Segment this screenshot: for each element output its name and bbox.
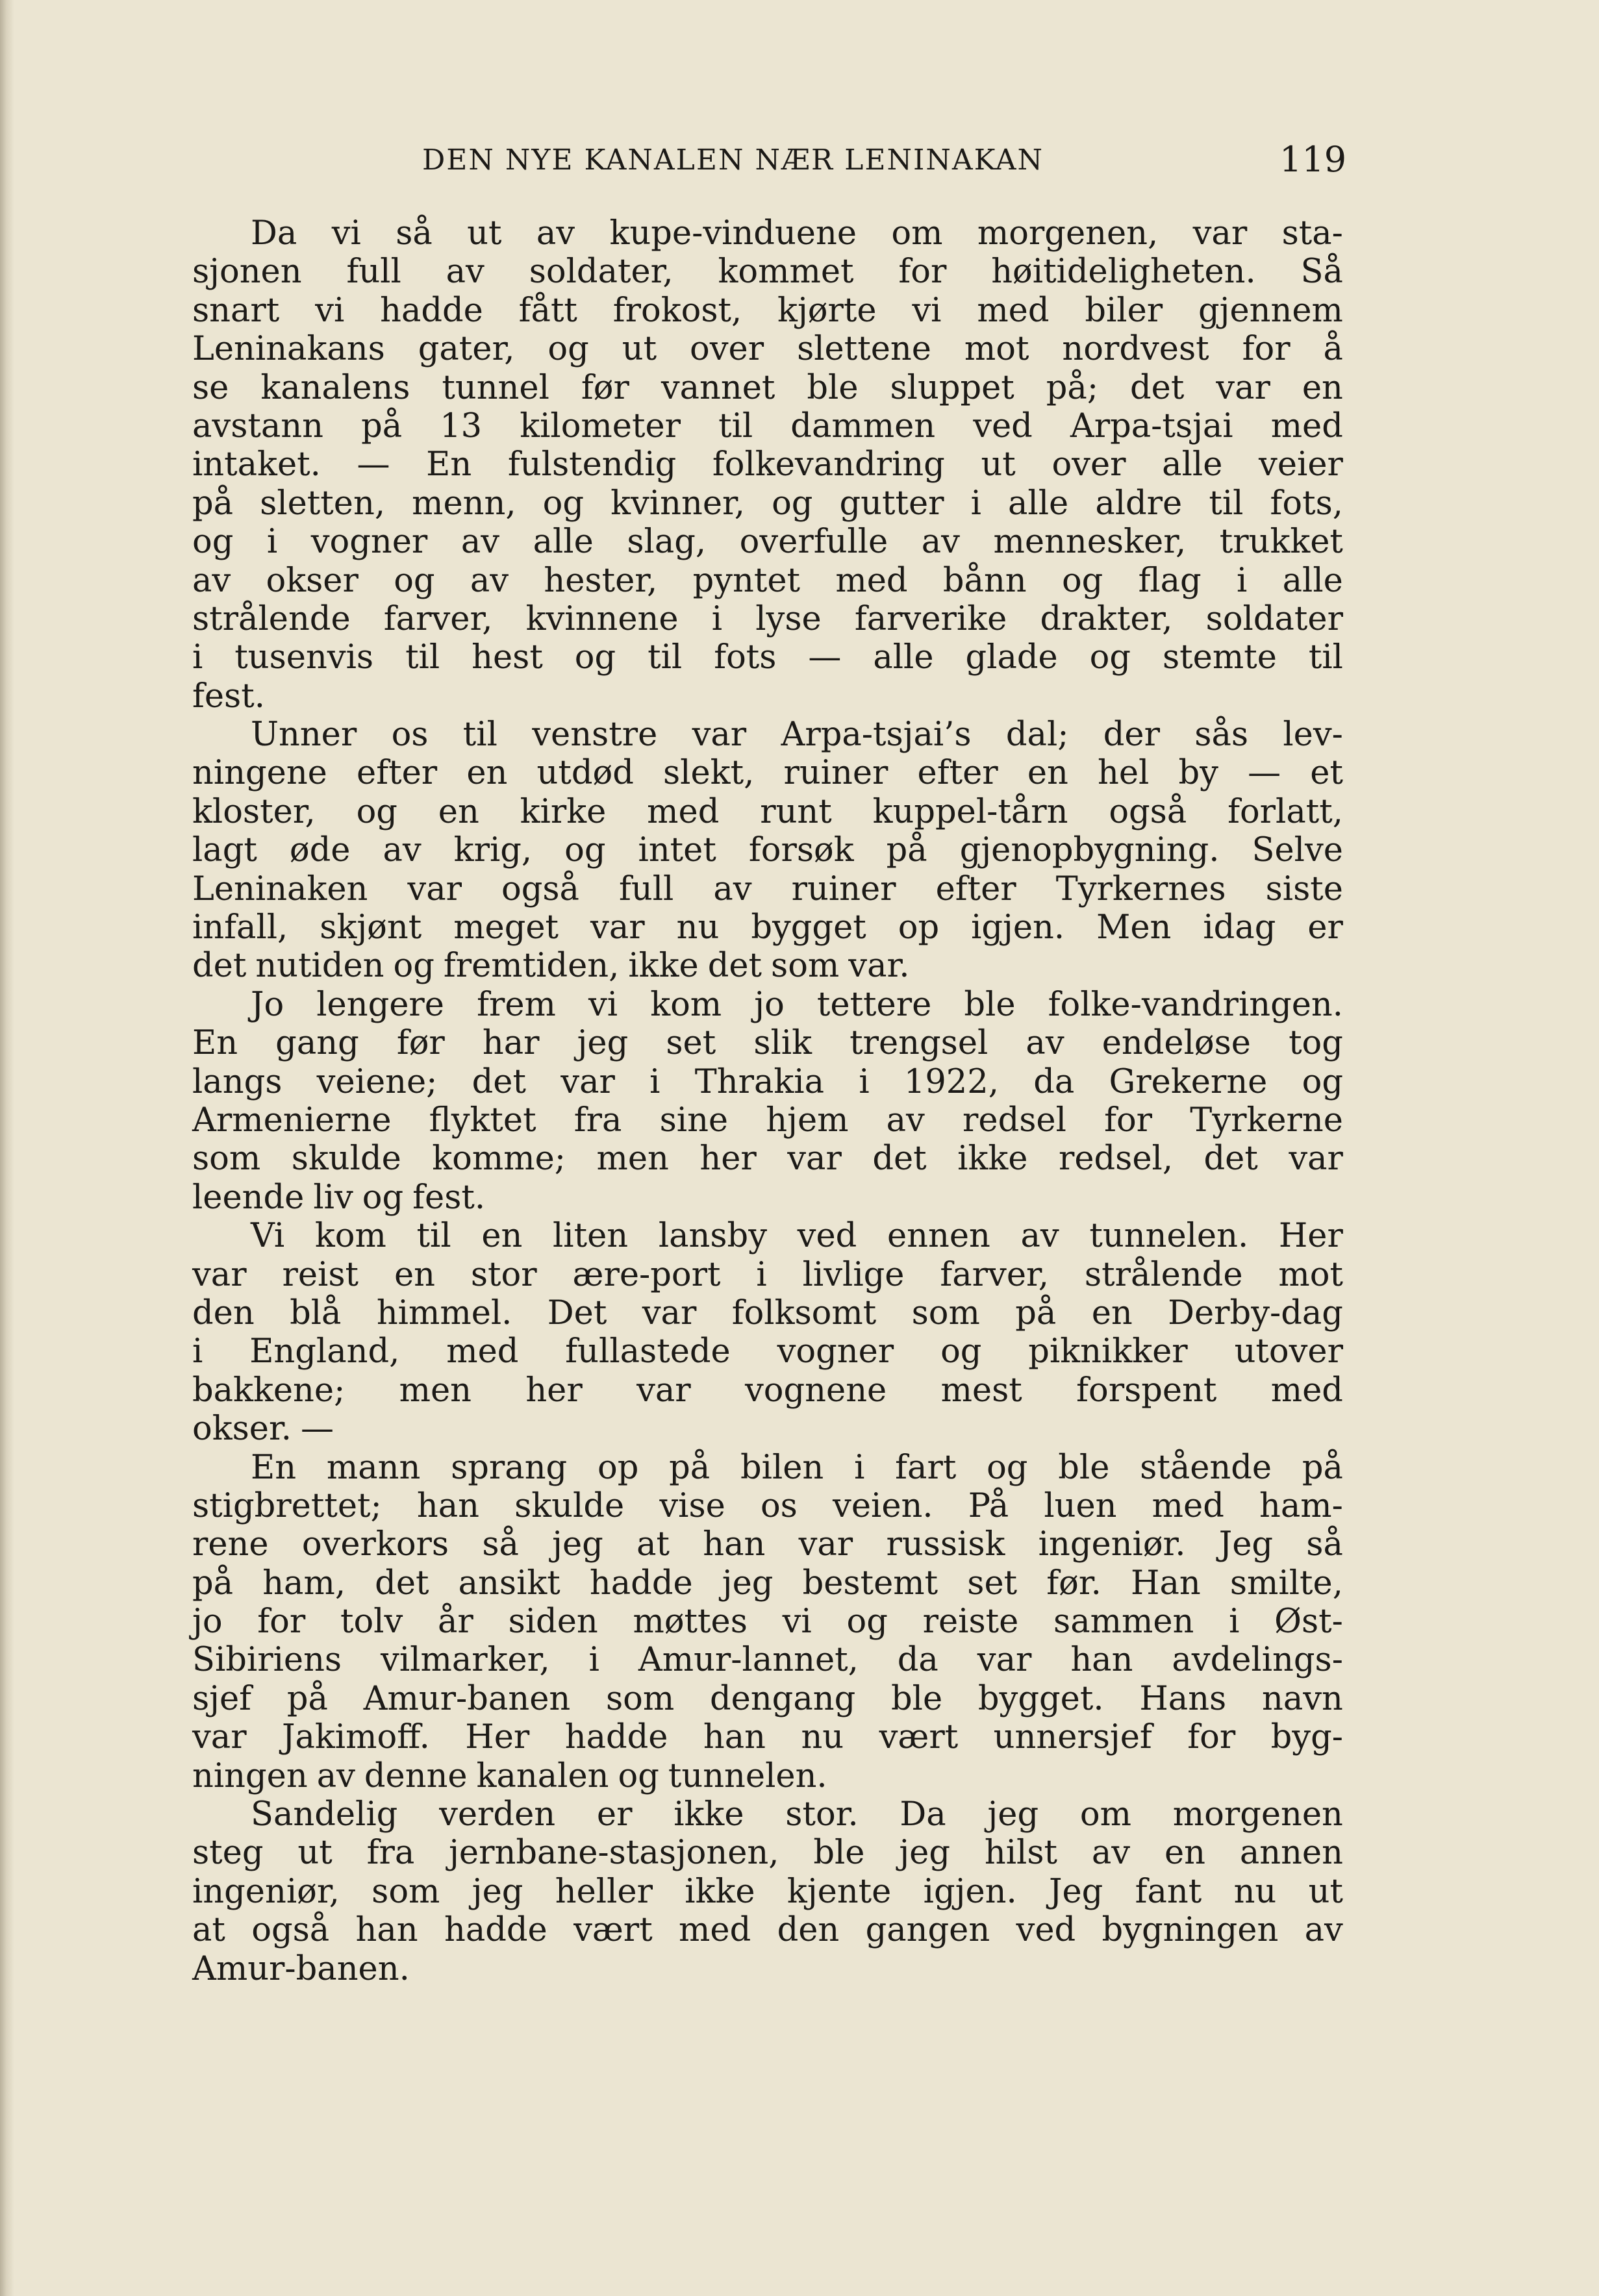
text-line: Sandelig verden er ikke stor. Da jeg om morgenen <box>251 1795 1343 1834</box>
text-line: ningen av denne kanalen og tunnelen. <box>192 1756 827 1795</box>
text-line: snart vi hadde fått frokost, kjørte vi med biler gjennem <box>192 291 1343 330</box>
text-line: jo for tolv år siden møttes vi og reiste sammen i Øst- <box>192 1603 1343 1641</box>
text-line: som skulde komme; men her var det ikke redsel, det var <box>192 1140 1343 1179</box>
page-binding-edge <box>0 0 14 2296</box>
text-line: at også han hadde vært med den gangen ved bygningen av <box>192 1911 1343 1950</box>
text-line: intaket. — En fulstendig folkevandring ut over alle veier <box>192 445 1343 484</box>
text-line: på sletten, menn, og kvinner, og gutter i alle aldre til fots, <box>192 484 1343 523</box>
text-line: Leninaken var også full av ruiner efter Tyrkernes siste <box>192 869 1343 908</box>
running-head: DEN NYE KANALEN NÆR LENINAKAN <box>422 144 1044 177</box>
text-line: okser. — <box>192 1410 334 1449</box>
text-line: lagt øde av krig, og intet forsøk på gjenopbygning. Selve <box>192 831 1343 870</box>
text-line: i tusenvis til hest og til fots — alle glade og stemte til <box>192 638 1343 677</box>
text-line: bakkene; men her var vognene mest forspent med <box>192 1371 1343 1410</box>
text-line: Sibiriens vilmarker, i Amur-lannet, da var han avdelings- <box>192 1641 1343 1680</box>
text-line: se kanalens tunnel før vannet ble sluppet på; det var en <box>192 368 1343 407</box>
text-line: En gang før har jeg set slik trengsel av endeløse tog <box>192 1024 1343 1063</box>
text-line: Unner os til venstre var Arpa-tsjai’s dal; der sås lev- <box>251 716 1343 755</box>
text-line: stigbrettet; han skulde vise os veien. På luen med ham- <box>192 1486 1343 1525</box>
text-line: En mann sprang op på bilen i fart og ble stående på <box>251 1448 1343 1487</box>
text-line: på ham, det ansikt hadde jeg bestemt set før. Han smilte, <box>192 1564 1343 1603</box>
text-line: var Jakimoff. Her hadde han nu vært unnersjef for byg- <box>192 1718 1343 1757</box>
text-line: infall, skjønt meget var nu bygget op igjen. Men idag er <box>192 908 1343 947</box>
text-line: Armenierne flyktet fra sine hjem av redsel for Tyrkerne <box>192 1101 1343 1140</box>
text-line: sjonen full av soldater, kommet for høitideligheten. Så <box>192 253 1343 292</box>
text-line: den blå himmel. Det var folksomt som på en Derby-dag <box>192 1293 1343 1332</box>
text-line: Amur-banen. <box>192 1949 410 1988</box>
text-line: steg ut fra jernbane-stasjonen, ble jeg hilst av en annen <box>192 1834 1343 1873</box>
page-number: 119 <box>1279 139 1347 180</box>
text-line: Vi kom til en liten lansby ved ennen av tunnelen. Her <box>251 1217 1343 1256</box>
text-line: av okser og av hester, pyntet med bånn og flag i alle <box>192 561 1343 600</box>
text-line: avstann på 13 kilometer til dammen ved Arpa-tsjai med <box>192 406 1343 445</box>
text-line: sjef på Amur-banen som dengang ble bygget. Hans navn <box>192 1679 1343 1718</box>
text-line: langs veiene; det var i Thrakia i 1922, da Grekerne og <box>192 1062 1343 1101</box>
text-line: ingeniør, som jeg heller ikke kjente igjen. Jeg fant nu ut <box>192 1872 1343 1911</box>
text-line: strålende farver, kvinnene i lyse farverike drakter, soldater <box>192 599 1343 638</box>
text-line: leende liv og fest. <box>192 1178 486 1217</box>
text-line: ningene efter en utdød slekt, ruiner efter en hel by — et <box>192 754 1343 793</box>
text-line: fest. <box>192 677 265 716</box>
text-line: Da vi så ut av kupe-vinduene om morgenen, var sta- <box>251 214 1343 253</box>
text-line: og i vogner av alle slag, overfulle av mennesker, trukket <box>192 523 1343 562</box>
text-line: rene overkors så jeg at han var russisk ingeniør. Jeg så <box>192 1525 1343 1564</box>
text-line: var reist en stor ære-port i livlige farver, strålende mot <box>192 1255 1343 1294</box>
text-line: kloster, og en kirke med runt kuppel-tårn også forlatt, <box>192 792 1343 831</box>
text-line: i England, med fullastede vogner og piknikker utover <box>192 1332 1343 1371</box>
body-text <box>192 214 1343 1988</box>
text-line: Jo lengere frem vi kom jo tettere ble folke-vandringen. <box>251 985 1343 1024</box>
text-line: Leninakans gater, og ut over slettene mot nordvest for å <box>192 330 1343 369</box>
text-line: det nutiden og fremtiden, ikke det som var. <box>192 947 910 986</box>
